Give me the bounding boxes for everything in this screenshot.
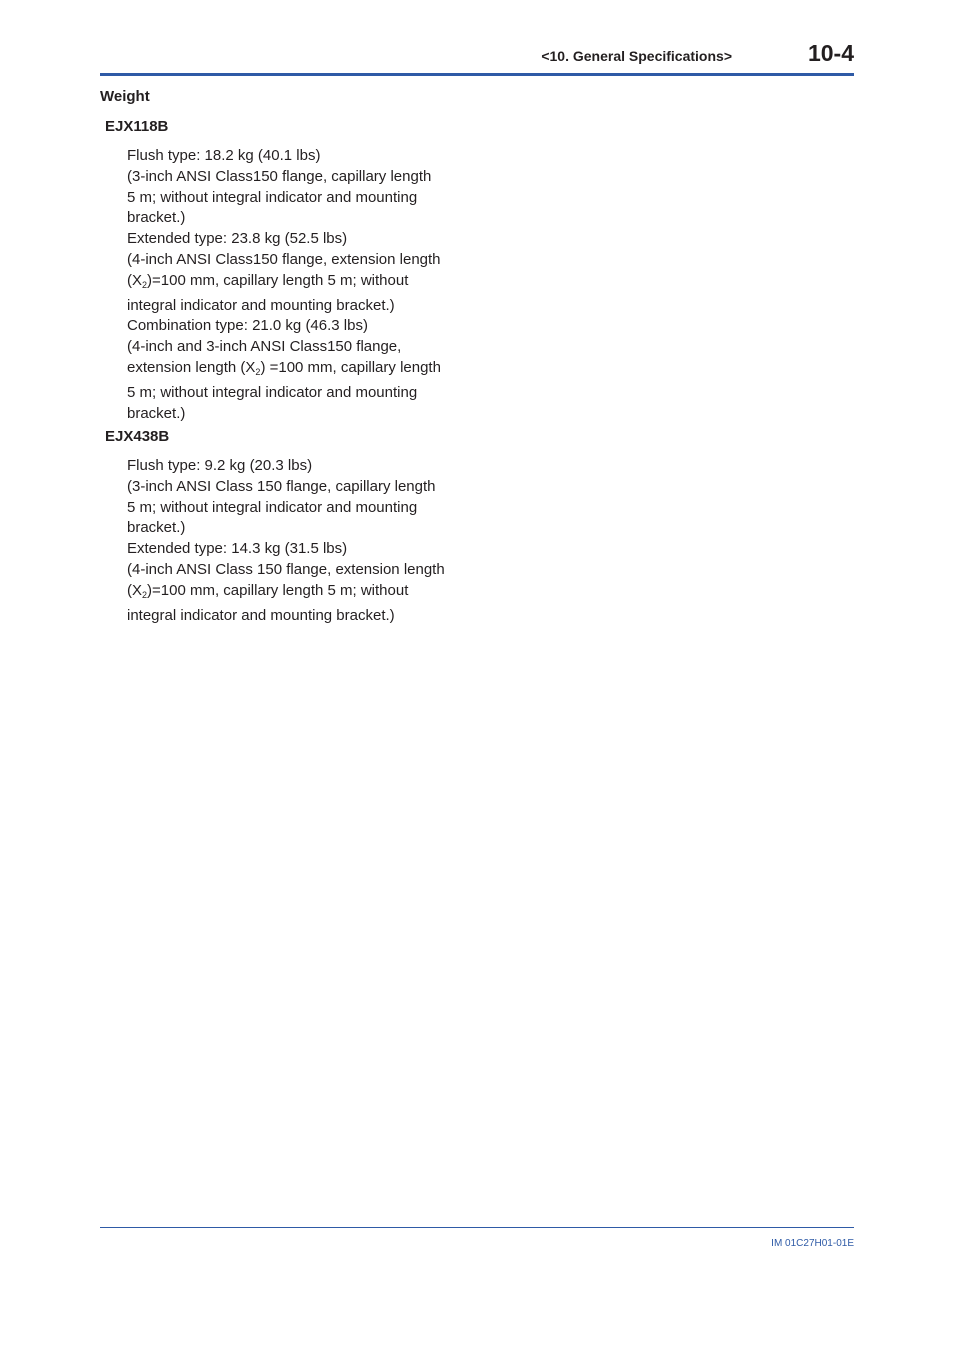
spec-text: (X bbox=[127, 581, 142, 599]
spec-text: Combination type: 21.0 kg (46.3 lbs) bbox=[127, 317, 368, 335]
spec-line bbox=[127, 581, 477, 606]
section-title: Weight bbox=[100, 88, 150, 105]
spec-line bbox=[127, 539, 477, 560]
spec-text: )=100 mm, capillary length 5 m; without bbox=[147, 581, 409, 599]
spec-line bbox=[127, 383, 477, 404]
spec-line bbox=[127, 358, 477, 383]
model-heading-ejx118b: EJX118B bbox=[105, 118, 169, 135]
spec-line bbox=[127, 146, 477, 167]
spec-text: Flush type: 18.2 kg (40.1 lbs) bbox=[127, 147, 321, 164]
subscript: 2 bbox=[255, 366, 261, 377]
spec-text: extension length (X bbox=[127, 358, 256, 376]
spec-line bbox=[127, 606, 477, 627]
spec-line bbox=[127, 560, 477, 581]
spec-line bbox=[127, 188, 477, 209]
spec-text: (3-inch ANSI Class150 flange, capillary length bbox=[127, 167, 432, 185]
spec-block-ejx118b bbox=[127, 146, 477, 424]
page-number: 10-4 bbox=[807, 40, 854, 66]
spec-text: integral indicator and mounting bracket.) bbox=[127, 606, 395, 624]
spec-text: 5 m; without integral indicator and mounting bbox=[127, 188, 418, 206]
footer-divider bbox=[100, 1227, 854, 1228]
spec-text: Flush type: 9.2 kg (20.3 lbs) bbox=[127, 457, 313, 474]
spec-text: bracket.) bbox=[127, 209, 186, 227]
subscript: 2 bbox=[142, 279, 148, 290]
spec-text: (X bbox=[127, 271, 142, 289]
spec-line bbox=[127, 316, 477, 337]
chapter-heading: <10. General Specifications> bbox=[541, 48, 732, 64]
spec-line bbox=[127, 477, 477, 498]
spec-line bbox=[127, 250, 477, 271]
spec-block-ejx438b bbox=[127, 456, 477, 626]
spec-text: (4-inch ANSI Class150 flange, extension length bbox=[127, 250, 441, 268]
spec-text: (3-inch ANSI Class 150 flange, capillary length bbox=[127, 477, 436, 495]
model-heading-ejx438b: EJX438B bbox=[105, 428, 170, 445]
spec-line bbox=[127, 167, 477, 188]
spec-text: bracket.) bbox=[127, 519, 186, 537]
spec-text: integral indicator and mounting bracket.) bbox=[127, 296, 395, 314]
spec-text: Extended type: 14.3 kg (31.5 lbs) bbox=[127, 540, 348, 558]
spec-text: )=100 mm, capillary length 5 m; without bbox=[147, 271, 409, 289]
spec-text: bracket.) bbox=[127, 404, 186, 422]
spec-line bbox=[127, 337, 477, 358]
document-number: IM 01C27H01-01E bbox=[771, 1238, 854, 1249]
spec-line bbox=[127, 271, 477, 296]
spec-line bbox=[127, 404, 477, 425]
spec-text: Extended type: 23.8 kg (52.5 lbs) bbox=[127, 230, 348, 248]
spec-text: ) =100 mm, capillary length bbox=[260, 358, 441, 376]
spec-line bbox=[127, 456, 477, 477]
spec-text: 5 m; without integral indicator and mounting bbox=[127, 498, 418, 516]
spec-line bbox=[127, 208, 477, 229]
spec-text: 5 m; without integral indicator and mounting bbox=[127, 383, 418, 401]
header-divider bbox=[100, 73, 854, 76]
spec-text: (4-inch ANSI Class 150 flange, extension length bbox=[127, 560, 445, 578]
subscript: 2 bbox=[142, 589, 148, 600]
spec-line bbox=[127, 296, 477, 317]
spec-line bbox=[127, 229, 477, 250]
spec-line bbox=[127, 518, 477, 539]
spec-text: (4-inch and 3-inch ANSI Class150 flange, bbox=[127, 338, 402, 356]
spec-line bbox=[127, 498, 477, 519]
